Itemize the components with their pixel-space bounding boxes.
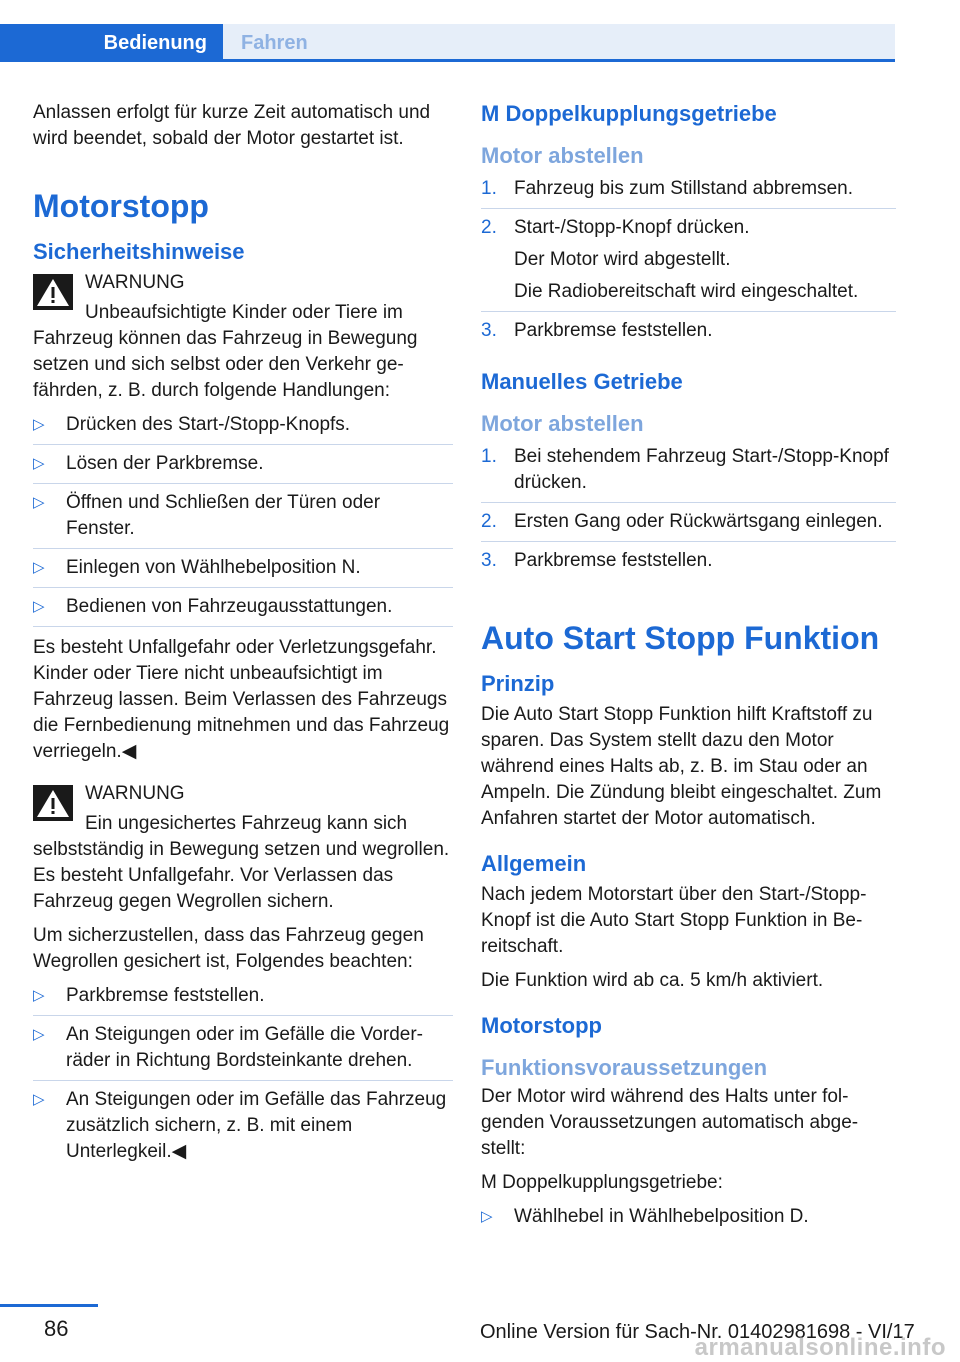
tab-fahren[interactable]: Fahren bbox=[223, 24, 895, 62]
step-note: Der Motor wird abgestellt. bbox=[514, 249, 731, 270]
triangle-bullet-icon: ▷ bbox=[33, 987, 45, 1004]
warning-triangle-icon bbox=[33, 274, 73, 310]
triangle-bullet-icon: ▷ bbox=[33, 598, 45, 615]
triangle-bullet-icon: ▷ bbox=[481, 1208, 493, 1225]
list-item: ▷ Einlegen von Wählhebelposition N. bbox=[33, 555, 453, 588]
left-column bbox=[33, 100, 453, 1179]
right-column bbox=[481, 100, 896, 1244]
heading-m-doppelkupplungsgetriebe: M Doppelkupplungsgetriebe bbox=[481, 101, 777, 126]
triangle-bullet-icon: ▷ bbox=[33, 494, 45, 511]
watermark-text: armanualsonline.info bbox=[694, 1334, 946, 1361]
subheading-funktionsvoraussetzungen: Funktionsvoraussetzungen bbox=[481, 1055, 768, 1080]
steps-list-2 bbox=[481, 444, 896, 580]
step-note: Die Radiobereitschaft wird eingeschaltet. bbox=[514, 281, 859, 302]
steps-list-1 bbox=[481, 176, 896, 350]
funktion-list bbox=[481, 1204, 896, 1236]
heading-prinzip: Prinzip bbox=[481, 671, 555, 696]
footer-divider bbox=[0, 1304, 98, 1307]
list-item: ▷ Wählhebel in Wählhebelposition D. bbox=[481, 1204, 896, 1236]
step-item: 1. Fahrzeug bis zum Stillstand abbremsen. bbox=[481, 176, 896, 209]
tab-bedienung[interactable]: Bedienung bbox=[0, 24, 223, 62]
list-item: ▷ Lösen der Parkbremse. bbox=[33, 451, 453, 484]
online-version-note: Online Version für Sach-Nr. 01402981698 - VI/17 bbox=[480, 1321, 915, 1343]
allgemein-paragraph-2: Die Funktion wird ab ca. 5 km/h aktiviert. bbox=[481, 970, 824, 991]
list-item: ▷ An Steigungen oder im Gefälle das Fahrzeug zusätzlich sichern, z. B. mit einem Unterlegkeil.◀ bbox=[33, 1089, 447, 1162]
intro-paragraph: Anlassen erfolgt für kurze Zeit automatisch und wird beendet, sobald der Motor gestartet ist. bbox=[33, 102, 431, 149]
section-title-motorstopp: Motorstopp bbox=[33, 188, 209, 224]
chapter-tabbar bbox=[0, 24, 895, 62]
step-item: 2. Ersten Gang oder Rückwärtsgang einlegen. bbox=[481, 509, 896, 542]
warning-triangle-icon bbox=[33, 785, 73, 821]
prinzip-paragraph: Die Auto Start Stopp Funktion hilft Kraftstoff zu sparen. Das System stellt dazu den Motor während eines Halts ab, z. B. im Stau oder an Ampeln. Die Zündung bleibt eingeschaltet. Zum Anfahren startet der Motor automatisch. bbox=[481, 704, 882, 829]
list-item: ▷ An Steigungen oder im Gefälle die Vorderräder in Richtung Bordsteinkante drehen. bbox=[33, 1022, 453, 1081]
warning-1-list bbox=[33, 412, 453, 627]
allgemein-paragraph: Nach jedem Motorstart über den Start-/Stopp-Knopf ist die Auto Start Stopp Funktion in Bereitschaft. bbox=[481, 884, 867, 957]
triangle-bullet-icon: ▷ bbox=[33, 1091, 45, 1108]
subheading-motor-abstellen-2: Motor abstellen bbox=[481, 411, 644, 436]
triangle-bullet-icon: ▷ bbox=[33, 455, 45, 472]
heading-motorstopp: Motorstopp bbox=[481, 1013, 602, 1038]
list-item: ▷ Öffnen und Schließen der Türen oder Fenster. bbox=[33, 490, 453, 549]
heading-sicherheitshinweise: Sicherheitshinweise bbox=[33, 239, 245, 264]
warning-2-list bbox=[33, 983, 453, 1171]
step-item: 3. Parkbremse feststellen. bbox=[481, 550, 713, 571]
step-item: 1. Bei stehendem Fahrzeug Start-/Stopp-Knopf drücken. bbox=[481, 444, 896, 503]
warning-block-1 bbox=[33, 270, 453, 404]
list-item: ▷ Parkbremse feststellen. bbox=[33, 983, 453, 1016]
section-title-auto-start-stopp: Auto Start Stopp Funktion bbox=[481, 620, 880, 656]
heading-allgemein: Allgemein bbox=[481, 851, 587, 876]
list-item: ▷ Bedienen von Fahrzeugausstattungen. bbox=[33, 594, 453, 627]
heading-manuelles-getriebe: Manuelles Getriebe bbox=[481, 369, 683, 394]
triangle-bullet-icon: ▷ bbox=[33, 1026, 45, 1043]
warning-1-title: WARNUNG bbox=[85, 272, 185, 293]
header-divider bbox=[0, 59, 895, 62]
page-number: 86 bbox=[44, 1316, 69, 1341]
warning-2-title: WARNUNG bbox=[85, 783, 185, 804]
warning-1-conclusion: Es besteht Unfallgefahr oder Verletzungsgefahr. Kinder oder Tiere nicht unbeaufsichtigt im Fahrzeug lassen. Beim Verlassen des Fahrzeugs die Fernbedienung mitnehmen und das Fahrzeug verriegeln.◀ bbox=[33, 637, 450, 762]
funktion-paragraph: Der Motor wird während des Halts unter folgenden Voraussetzungen automatisch abgestellt: bbox=[481, 1086, 859, 1159]
warning-2-instruction: Um sicherzustellen, dass das Fahrzeug gegen Wegrollen gesichert ist, Folgendes beachten: bbox=[33, 925, 424, 972]
list-item: ▷ Drücken des Start-/Stopp-Knopfs. bbox=[33, 412, 453, 445]
warning-2-text: Ein ungesichertes Fahrzeug kann sich selbstständig in Bewegung setzen und wegrollen. Es besteht Unfallgefahr. Vor Verlassen das Fahrzeug gegen Wegrollen sichern. bbox=[33, 813, 450, 912]
warning-1-text: Unbeaufsichtigte Kinder oder Tiere im Fahrzeug können das Fahrzeug in Bewegung setzen und sich selbst oder den Verkehr gefährden, z. B. durch folgende Handlungen: bbox=[33, 302, 418, 401]
triangle-bullet-icon: ▷ bbox=[33, 559, 45, 576]
warning-block-2 bbox=[33, 781, 453, 915]
funktion-paragraph-2: M Doppelkupplungsgetriebe: bbox=[481, 1172, 723, 1193]
triangle-bullet-icon: ▷ bbox=[33, 416, 45, 433]
step-item: 3. Parkbremse feststellen. bbox=[481, 320, 713, 341]
subheading-motor-abstellen-1: Motor abstellen bbox=[481, 143, 644, 168]
step-item: 2. Start-/Stopp-Knopf drücken. Der Motor wird abgestellt. Die Radiobereitschaft wird eingeschaltet. bbox=[481, 215, 896, 312]
